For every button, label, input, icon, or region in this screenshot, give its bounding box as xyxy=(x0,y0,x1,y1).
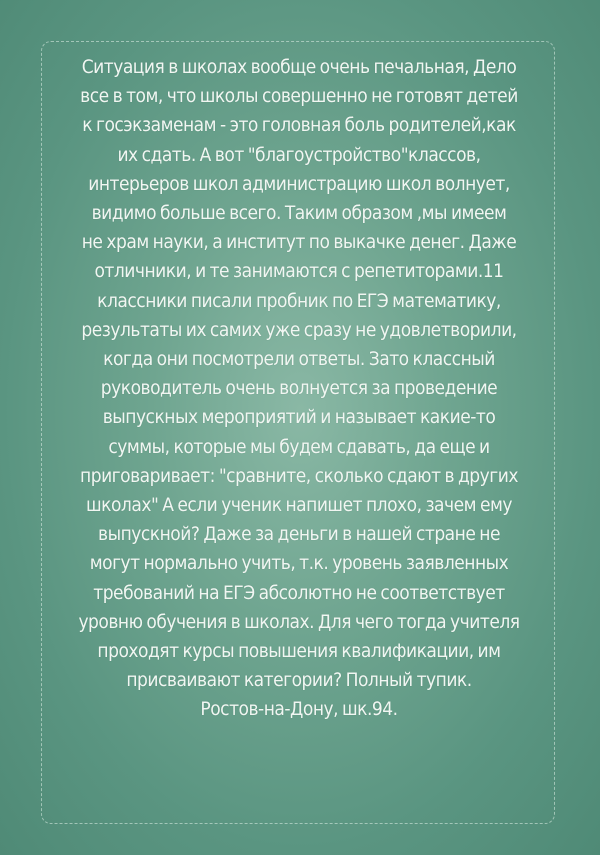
quote-signature: Ростов-на-Дону, шк.94. xyxy=(200,698,398,721)
quote-line: их сдать. А вот "благоустройство"классов, xyxy=(117,143,481,166)
quote-line: Ситуация в школах вообще очень печальная, Дело xyxy=(81,56,517,78)
quote-line: руководитель очень волнуется за проведение xyxy=(100,377,498,400)
quote-line: к госэкзаменам - это головная боль родителей,как xyxy=(82,114,516,137)
quote-line: проходят курсы повышения квалификации, им xyxy=(97,640,501,663)
quote-line: уровню обучения в школах. Для чего тогда учителя xyxy=(78,610,520,633)
quote-line: выпускной? Даже за деньги в нашей стране не xyxy=(98,523,500,546)
quote-line: отличники, и те занимаются с репетиторами.11 xyxy=(94,260,504,283)
quote-line: выпускных мероприятий и называет какие-то xyxy=(102,406,496,429)
quote-line: когда они посмотрели ответы. Зато классный xyxy=(103,348,495,371)
quote-line: результаты их самих уже сразу не удовлетворили, xyxy=(81,318,517,341)
quote-line: интерьеров школ администрацию школ волнует, xyxy=(88,172,510,195)
quote-text xyxy=(52,53,546,725)
quote-line: классники писали пробник по ЕГЭ математику, xyxy=(97,289,501,312)
quote-line: школах" А если ученик напишет плохо, зачем ему xyxy=(86,494,512,517)
quote-line: видимо больше всего. Таким образом ,мы имеем xyxy=(91,202,507,225)
quote-line: все в том, что школы совершенно не готовят детей xyxy=(80,85,518,108)
quote-line: могут нормально учить, т.к. уровень заявленных xyxy=(89,552,509,575)
quote-line: присваивают категории? Полный тупик. xyxy=(126,669,472,692)
quote-line: не храм науки, а институт по выкачке денег. Даже xyxy=(81,231,517,254)
quote-line: суммы, которые мы будем сдавать, да еще и xyxy=(108,435,490,458)
quote-line: приговаривает: "сравните, сколько сдают в других xyxy=(80,464,518,487)
quote-line: требований на ЕГЭ абсолютно не соответствует xyxy=(93,581,505,604)
